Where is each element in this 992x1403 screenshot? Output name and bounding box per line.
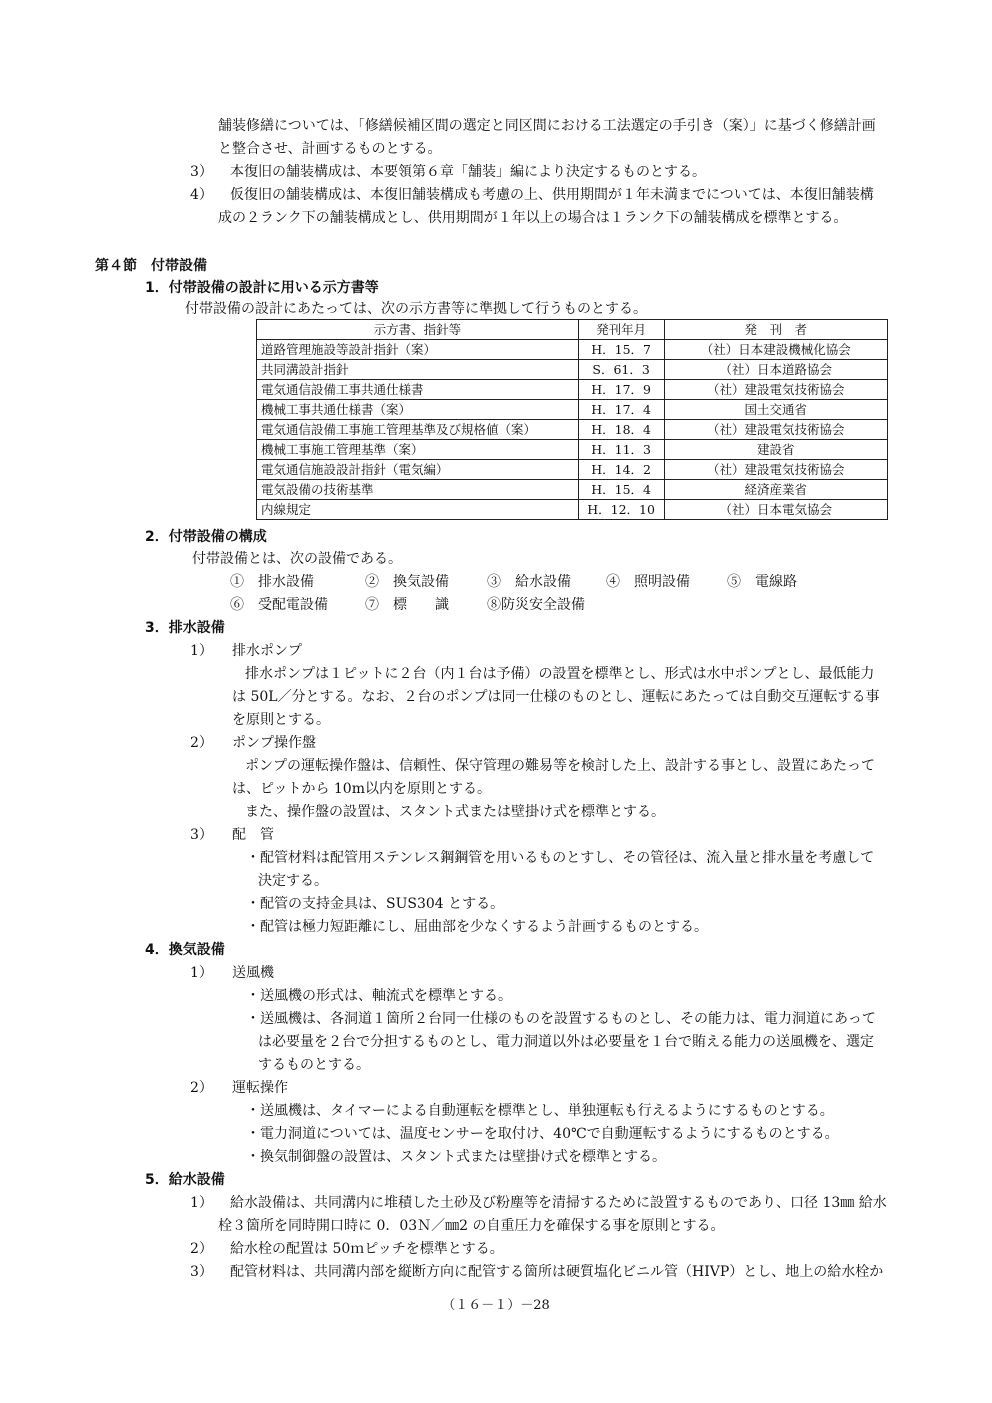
table-row: [257, 380, 888, 400]
table-row: [257, 440, 888, 460]
s3-p3-bullet-3: ・配管は極力短距離にし、屈曲部を少なくするよう計画するものとする。: [246, 919, 708, 935]
table-row: [257, 340, 888, 360]
equipment-item: ⑦ 標 識: [365, 597, 449, 613]
reference-table: [256, 319, 888, 520]
table-cell: 経済産業省: [664, 480, 887, 500]
s3-p1-line-2: は 50L／分とする。なお、２台のポンプは同一仕様のものとし、運転にあたっては自動交互運転する事: [232, 689, 880, 705]
section-title: 第４節 付帯設備: [95, 258, 207, 274]
s5-p3-number: 3）: [190, 1264, 213, 1280]
s3-p3-title: 配 管: [232, 827, 274, 843]
table-cell: H．18．4: [578, 420, 664, 440]
intro-item4-text-1: 仮復旧の舗装構成は、本復旧舗装構成も考慮の上、供用期間が１年未満までについては、本復旧舗装構: [230, 187, 874, 203]
table-header-cell: 示方書、指針等: [257, 320, 579, 340]
s4-p2-bullet-1: ・送風機は、タイマーによる自動運転を標準とし、単独運転も行えるようにするものとする。: [246, 1103, 834, 1119]
table-cell: 建設省: [664, 440, 887, 460]
table-cell: （社）建設電気技術協会: [664, 380, 887, 400]
s5-p2-number: 2）: [190, 1241, 213, 1257]
s5-title: 5．給水設備: [145, 1172, 225, 1188]
s3-p2-line-1: ポンプの運転操作盤は、信頼性、保守管理の難易等を検討した上、設計する事とし、設置にあたって: [245, 758, 875, 774]
s3-p1-line-1: 排水ポンプは１ピットに２台（内１台は予備）の設置を標準とし、形式は水中ポンプとし、最低能力: [245, 666, 875, 682]
table-header-row: [257, 320, 888, 340]
table-row: [257, 420, 888, 440]
table-cell: S．61．3: [578, 360, 664, 380]
s3-title: 3．排水設備: [145, 620, 225, 636]
s3-p2-line-2: は、ピットから 10m以内を原則とする。: [232, 781, 491, 797]
table-cell: 共同溝設計指針: [257, 360, 579, 380]
s4-p1-bullet-2-cont-2: するものとする。: [258, 1057, 370, 1073]
table-cell: （社）日本道路協会: [664, 360, 887, 380]
s4-p1-bullet-1: ・送風機の形式は、軸流式を標準とする。: [246, 988, 512, 1004]
s5-p1-line-2: 栓３箇所を同時開口時に 0．03Ｎ／㎜2 の自重圧力を確保する事を原則とする。: [218, 1218, 725, 1234]
s4-p2-bullet-2: ・電力洞道については、温度センサーを取付け、40℃で自動運転するようにするものとする。: [246, 1126, 839, 1142]
table-cell: 電気通信施設設計指針（電気編）: [257, 460, 579, 480]
table-header-cell: 発 刊 者: [664, 320, 887, 340]
s4-p1-bullet-2-cont-1: は必要量を２台で分担するものとし、電力洞道以外は必要量を１台で賄える能力の送風機を、選定: [258, 1034, 874, 1050]
table-cell: 電気設備の技術基準: [257, 480, 579, 500]
equipment-item: ⑤ 電線路: [727, 574, 797, 590]
table-cell: （社）建設電気技術協会: [664, 460, 887, 480]
s5-p1-line-1: 給水設備は、共同溝内に堆積した土砂及び粉塵等を清掃するために設置するものであり、口径 13㎜ 給水: [230, 1195, 887, 1211]
intro-item4-number: 4）: [190, 187, 213, 203]
equipment-item: ④ 照明設備: [606, 574, 690, 590]
s4-p2-title: 運転操作: [232, 1080, 288, 1096]
s4-p1-title: 送風機: [232, 965, 274, 981]
s1-lead: 付帯設備の設計にあたっては、次の示方書等に準拠して行うものとする。: [185, 301, 647, 317]
table-cell: H．11．3: [578, 440, 664, 460]
equipment-item: ② 換気設備: [365, 574, 449, 590]
equipment-item: ③ 給水設備: [487, 574, 571, 590]
s4-p1-bullet-2: ・送風機は、各洞道１箇所２台同一仕様のものを設置するものとし、その能力は、電力洞道にあって: [246, 1011, 876, 1027]
s3-p2-title: ポンプ操作盤: [232, 735, 316, 751]
s4-title: 4．換気設備: [145, 942, 225, 958]
intro-item4-text-2: 成の２ランク下の舗装構成とし、供用期間が１年以上の場合は１ランク下の舗装構成を標準とする。: [218, 210, 848, 226]
table-cell: 機械工事共通仕様書（案）: [257, 400, 579, 420]
table-cell: （社）日本電気協会: [664, 500, 887, 520]
table-row: [257, 500, 888, 520]
s5-p3-line-1: 配管材料は、共同溝内部を縦断方向に配管する箇所は硬質塩化ビニル管（HIVP）とし、地上の給水栓か: [230, 1264, 884, 1280]
table-header-cell: 発刊年月: [578, 320, 664, 340]
table-cell: 道路管理施設等設計指針（案）: [257, 340, 579, 360]
equipment-item: ⑥ 受配電設備: [230, 597, 328, 613]
s2-title: 2．付帯設備の構成: [145, 529, 267, 545]
table-cell: 内線規定: [257, 500, 579, 520]
table-cell: 機械工事施工管理基準（案）: [257, 440, 579, 460]
page-number: （１６－１）－28: [442, 1298, 550, 1313]
s1-title: 1．付帯設備の設計に用いる示方書等: [145, 280, 379, 296]
s3-p1-title: 排水ポンプ: [232, 643, 302, 659]
table-row: [257, 400, 888, 420]
table-cell: 電気通信設備工事共通仕様書: [257, 380, 579, 400]
table-row: [257, 460, 888, 480]
table-cell: H．15．7: [578, 340, 664, 360]
table-cell: 電気通信設備工事施工管理基準及び規格値（案）: [257, 420, 579, 440]
s3-p3-bullet-1: ・配管材料は配管用ステンレス鋼鋼管を用いるものとすし、その管径は、流入量と排水量を考慮して: [246, 850, 875, 866]
intro-item3-text: 本復旧の舗装構成は、本要領第６章「舗装」編により決定するものとする。: [230, 164, 706, 180]
table-cell: H．15．4: [578, 480, 664, 500]
s2-lead: 付帯設備とは、次の設備である。: [192, 551, 402, 567]
table-cell: H．17．4: [578, 400, 664, 420]
s3-p2-number: 2）: [190, 735, 213, 751]
s3-p3-bullet-1-cont: 決定する。: [258, 873, 328, 889]
s3-p2-line-3: また、操作盤の設置は、スタント式または壁掛け式を標準とする。: [245, 804, 665, 820]
table-cell: （社）日本建設機械化協会: [664, 340, 887, 360]
table-cell: H．12．10: [578, 500, 664, 520]
table-cell: 国土交通省: [664, 400, 887, 420]
s3-p1-number: 1）: [190, 643, 213, 659]
s4-p1-number: 1）: [190, 965, 213, 981]
s3-p3-number: 3）: [190, 827, 213, 843]
intro-line-1: 舗装修繕については、「修繕候補区間の選定と同区間における工法選定の手引き（案）」に基づく修繕計画: [218, 118, 876, 134]
table-cell: （社）建設電気技術協会: [664, 420, 887, 440]
s4-p2-number: 2）: [190, 1080, 213, 1096]
s3-p1-line-3: を原則とする。: [232, 712, 330, 728]
table-cell: H．14．2: [578, 460, 664, 480]
intro-item3-number: 3）: [190, 164, 213, 180]
s5-p2-line-1: 給水栓の配置は 50ｍピッチを標準とする。: [230, 1241, 504, 1257]
equipment-item: ⑧防災安全設備: [487, 597, 585, 613]
s5-p1-number: 1）: [190, 1195, 213, 1211]
table-cell: H．17．9: [578, 380, 664, 400]
equipment-item: ① 排水設備: [230, 574, 314, 590]
table-row: [257, 480, 888, 500]
table-row: [257, 360, 888, 380]
s3-p3-bullet-2: ・配管の支持金具は、SUS304 とする。: [246, 896, 505, 912]
s4-p2-bullet-3: ・換気制御盤の設置は、スタント式または壁掛け式を標準とする。: [246, 1149, 666, 1165]
intro-line-2: と整合させ、計画するものとする。: [218, 141, 442, 157]
